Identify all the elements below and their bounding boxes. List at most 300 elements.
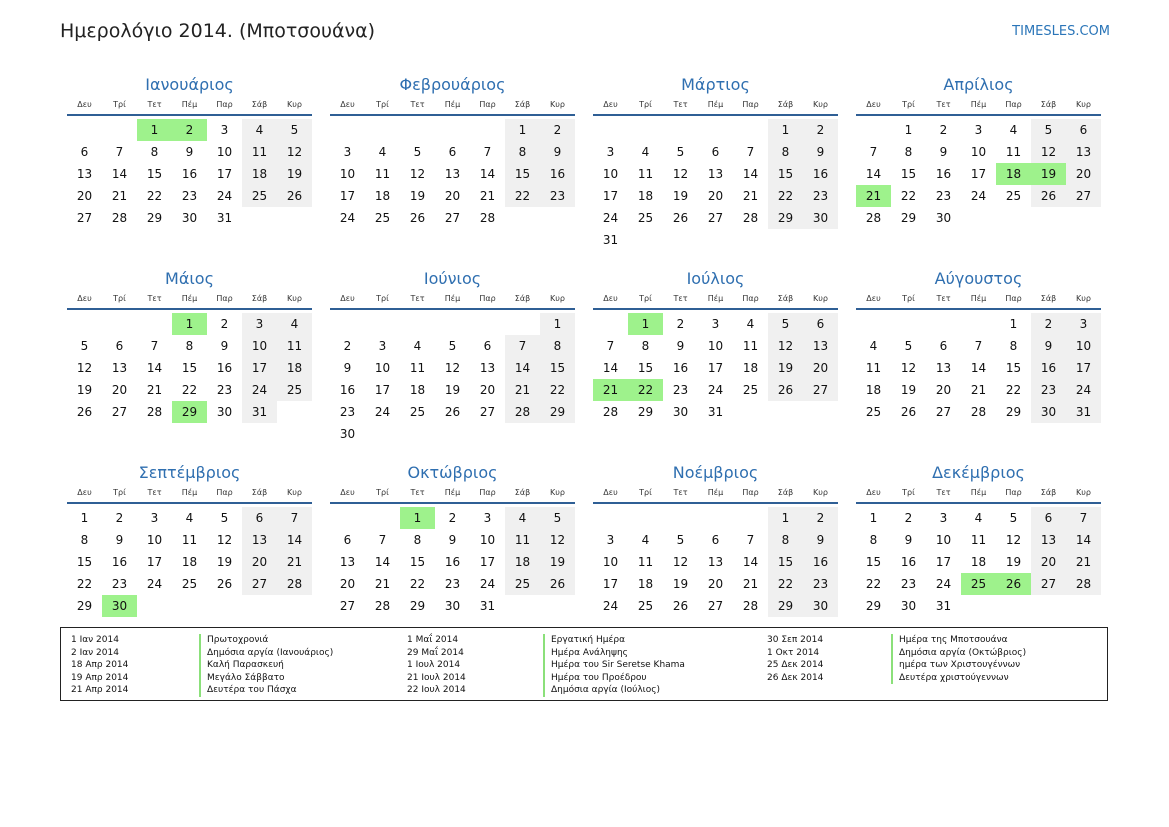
- week-row: [67, 401, 312, 423]
- weekday-header: [593, 98, 838, 116]
- day-cell: 8: [768, 141, 803, 163]
- day-cell: 4: [869, 339, 878, 353]
- day-cell: 22: [865, 577, 882, 591]
- day-cell: 25: [961, 573, 996, 595]
- weekday-header: [67, 486, 312, 504]
- day-cell: 31: [479, 599, 496, 613]
- month-7: [593, 267, 838, 423]
- empty-cell: [365, 119, 400, 141]
- holiday-dates-column: [767, 634, 823, 684]
- holiday-date: 21 Ιουλ 2014: [407, 672, 466, 683]
- weekday-label: Σάβ: [777, 488, 794, 497]
- day-cell: 26: [409, 211, 426, 225]
- holiday-name: Ημέρα του Προέδρου: [543, 672, 685, 685]
- holiday-date: 30 Σεπ 2014: [767, 635, 824, 645]
- day-cell: 2: [1031, 313, 1066, 335]
- holiday-list: [60, 627, 1108, 701]
- day-cell: 25: [742, 383, 759, 397]
- month-4: [856, 73, 1101, 229]
- day-cell: 25: [409, 405, 426, 419]
- empty-cell: [891, 313, 926, 335]
- weekday-label: Δευ: [340, 294, 355, 303]
- week-row: [593, 207, 838, 229]
- day-cell: 15: [409, 555, 426, 569]
- day-cell: 19: [540, 551, 575, 573]
- week-row: [67, 335, 312, 357]
- day-cell: 11: [1005, 145, 1022, 159]
- day-cell: 9: [343, 361, 352, 375]
- day-cell: 25: [181, 577, 198, 591]
- day-cell: 11: [181, 533, 198, 547]
- weekday-label: Κυρ: [813, 294, 828, 303]
- day-cell: 13: [242, 529, 277, 551]
- weekday-label: Κυρ: [287, 100, 302, 109]
- month-name: Ιανουάριος: [145, 75, 234, 94]
- day-cell: 5: [676, 145, 685, 159]
- day-cell: 2: [803, 119, 838, 141]
- day-cell: 5: [1031, 119, 1066, 141]
- day-cell: 16: [216, 361, 233, 375]
- day-cell: 31: [602, 233, 619, 247]
- weekday-label: Παρ: [479, 100, 496, 109]
- week-row: [593, 163, 838, 185]
- day-cell: 23: [900, 577, 917, 591]
- holiday-name: Μεγάλο Σάββατο: [199, 672, 333, 685]
- day-cell: 17: [242, 357, 277, 379]
- day-cell: 4: [641, 145, 650, 159]
- weekday-label: Τετ: [673, 488, 688, 497]
- empty-cell: [277, 595, 312, 617]
- day-grid: [593, 313, 838, 423]
- weekday-label: Δευ: [77, 294, 92, 303]
- day-cell: 6: [242, 507, 277, 529]
- empty-cell: [67, 119, 102, 141]
- day-cell: 22: [181, 383, 198, 397]
- week-row: [330, 313, 575, 335]
- empty-cell: [961, 207, 996, 229]
- day-cell: 29: [76, 599, 93, 613]
- day-cell: 23: [181, 189, 198, 203]
- day-cell: 2: [904, 511, 913, 525]
- day-cell: 20: [111, 383, 128, 397]
- day-cell: 16: [672, 361, 689, 375]
- day-cell: 21: [505, 379, 540, 401]
- day-grid: [67, 313, 312, 423]
- week-row: [67, 207, 312, 229]
- day-cell: 4: [974, 511, 983, 525]
- day-cell: 6: [711, 145, 720, 159]
- month-name: Απρίλιος: [943, 75, 1014, 94]
- day-cell: 29: [865, 599, 882, 613]
- empty-cell: [102, 119, 137, 141]
- week-row: [856, 401, 1101, 423]
- day-grid: [593, 119, 838, 251]
- day-cell: 20: [479, 383, 496, 397]
- day-cell: 12: [216, 533, 233, 547]
- week-row: [593, 119, 838, 141]
- weekday-label: Παρ: [742, 294, 759, 303]
- day-cell: 11: [637, 555, 654, 569]
- day-cell: 23: [1031, 379, 1066, 401]
- day-cell: 10: [216, 145, 233, 159]
- weekday-label: Πέμ: [707, 294, 724, 303]
- weekday-label: Σάβ: [251, 100, 268, 109]
- weekday-header: [67, 98, 312, 116]
- day-cell: 27: [76, 211, 93, 225]
- holiday-name: Δημόσια αργία (Οκτώβριος): [891, 647, 1026, 660]
- day-cell: 30: [803, 595, 838, 617]
- day-cell: 26: [768, 379, 803, 401]
- day-cell: 9: [803, 529, 838, 551]
- weekday-label: Σάβ: [514, 100, 531, 109]
- month-name: Μάρτιος: [681, 75, 750, 94]
- weekday-label: Παρ: [1005, 100, 1022, 109]
- day-cell: 30: [181, 211, 198, 225]
- day-cell: 29: [172, 401, 207, 423]
- weekday-label: Κυρ: [1076, 488, 1091, 497]
- day-cell: 28: [505, 401, 540, 423]
- holiday-date: 22 Ιουλ 2014: [407, 685, 466, 695]
- day-cell: 19: [672, 577, 689, 591]
- day-cell: 31: [242, 401, 277, 423]
- empty-cell: [698, 507, 733, 529]
- empty-cell: [961, 313, 996, 335]
- empty-cell: [628, 507, 663, 529]
- day-cell: 14: [970, 361, 987, 375]
- empty-cell: [365, 423, 400, 445]
- day-cell: 8: [413, 533, 422, 547]
- day-cell: 5: [768, 313, 803, 335]
- weekday-label: Πέμ: [444, 100, 461, 109]
- day-cell: 30: [102, 595, 137, 617]
- day-cell: 5: [413, 145, 422, 159]
- day-cell: 10: [970, 145, 987, 159]
- day-cell: 24: [216, 189, 233, 203]
- day-cell: 18: [865, 383, 882, 397]
- day-cell: 8: [904, 145, 913, 159]
- day-cell: 21: [374, 577, 391, 591]
- weekday-label: Κυρ: [813, 488, 828, 497]
- day-cell: 15: [76, 555, 93, 569]
- week-row: [593, 595, 838, 617]
- empty-cell: [400, 423, 435, 445]
- day-cell: 2: [939, 123, 948, 137]
- day-cell: 7: [746, 145, 755, 159]
- week-row: [330, 207, 575, 229]
- day-cell: 12: [409, 167, 426, 181]
- day-cell: 11: [242, 141, 277, 163]
- weekday-label: Τρί: [639, 294, 652, 303]
- week-row: [67, 551, 312, 573]
- day-cell: 27: [444, 211, 461, 225]
- day-cell: 21: [593, 379, 628, 401]
- day-cell: 2: [448, 511, 457, 525]
- day-cell: 7: [746, 533, 755, 547]
- day-cell: 7: [483, 145, 492, 159]
- weekday-label: Τρί: [113, 488, 126, 497]
- day-cell: 22: [900, 189, 917, 203]
- day-cell: 14: [742, 555, 759, 569]
- day-cell: 6: [448, 145, 457, 159]
- day-cell: 21: [742, 577, 759, 591]
- day-cell: 5: [80, 339, 89, 353]
- day-cell: 30: [339, 427, 356, 441]
- day-cell: 6: [80, 145, 89, 159]
- day-grid: [330, 313, 575, 445]
- day-cell: 24: [1066, 379, 1101, 401]
- week-row: [593, 507, 838, 529]
- day-cell: 24: [146, 577, 163, 591]
- empty-cell: [1031, 595, 1066, 617]
- day-cell: 30: [1031, 401, 1066, 423]
- day-cell: 31: [1066, 401, 1101, 423]
- day-cell: 4: [1009, 123, 1018, 137]
- brand-link[interactable]: TIMESLES.COM: [1012, 24, 1110, 39]
- page-title: Ημερολόγιο 2014. (Μποτσουάνα): [60, 20, 376, 42]
- day-cell: 25: [637, 599, 654, 613]
- week-row: [67, 529, 312, 551]
- day-cell: 25: [374, 211, 391, 225]
- day-cell: 27: [935, 405, 952, 419]
- weekday-label: Σάβ: [1040, 294, 1057, 303]
- weekday-label: Τετ: [673, 294, 688, 303]
- day-cell: 26: [216, 577, 233, 591]
- holiday-dates-column: [71, 634, 128, 697]
- day-cell: 26: [900, 405, 917, 419]
- week-row: [330, 401, 575, 423]
- day-cell: 9: [1031, 335, 1066, 357]
- day-cell: 3: [150, 511, 159, 525]
- day-cell: 10: [602, 555, 619, 569]
- holiday-date: 29 Μαΐ 2014: [407, 647, 464, 658]
- day-cell: 13: [76, 167, 93, 181]
- day-cell: 15: [768, 551, 803, 573]
- week-row: [67, 595, 312, 617]
- weekday-label: Τρί: [113, 294, 126, 303]
- day-cell: 19: [900, 383, 917, 397]
- day-cell: 16: [935, 167, 952, 181]
- empty-cell: [733, 229, 768, 251]
- weekday-label: Σάβ: [251, 488, 268, 497]
- day-cell: 28: [742, 211, 759, 225]
- weekday-label: Τετ: [147, 294, 162, 303]
- day-cell: 22: [540, 379, 575, 401]
- weekday-header: [330, 98, 575, 116]
- week-row: [67, 185, 312, 207]
- weekday-label: Κυρ: [813, 100, 828, 109]
- month-name: Δεκέμβριος: [932, 463, 1025, 482]
- day-cell: 11: [374, 167, 391, 181]
- day-cell: 3: [220, 123, 229, 137]
- day-cell: 21: [856, 185, 891, 207]
- day-cell: 10: [602, 167, 619, 181]
- empty-cell: [505, 423, 540, 445]
- day-cell: 22: [146, 189, 163, 203]
- day-cell: 14: [111, 167, 128, 181]
- day-cell: 26: [277, 185, 312, 207]
- day-cell: 17: [970, 167, 987, 181]
- day-grid: [856, 119, 1101, 229]
- weekday-label: Πέμ: [444, 294, 461, 303]
- week-row: [593, 313, 838, 335]
- day-cell: 17: [216, 167, 233, 181]
- day-cell: 19: [444, 383, 461, 397]
- day-cell: 25: [505, 573, 540, 595]
- day-cell: 1: [768, 507, 803, 529]
- weekday-label: Τρί: [639, 100, 652, 109]
- weekday-header: [856, 98, 1101, 116]
- week-row: [67, 507, 312, 529]
- day-cell: 4: [505, 507, 540, 529]
- day-cell: 30: [803, 207, 838, 229]
- day-cell: 23: [935, 189, 952, 203]
- empty-cell: [593, 119, 628, 141]
- holiday-date: 1 Οκτ 2014: [767, 647, 820, 658]
- day-cell: 2: [676, 317, 685, 331]
- day-cell: 8: [641, 339, 650, 353]
- day-cell: 14: [505, 357, 540, 379]
- day-cell: 27: [1031, 573, 1066, 595]
- empty-cell: [540, 423, 575, 445]
- day-cell: 6: [343, 533, 352, 547]
- week-row: [856, 573, 1101, 595]
- week-row: [330, 595, 575, 617]
- day-cell: 5: [448, 339, 457, 353]
- day-cell: 20: [444, 189, 461, 203]
- weekday-header: [593, 292, 838, 310]
- day-cell: 20: [76, 189, 93, 203]
- day-cell: 3: [711, 317, 720, 331]
- holiday-name: Εργατική Ημέρα: [543, 634, 685, 647]
- day-cell: 3: [1066, 313, 1101, 335]
- day-cell: 12: [1005, 533, 1022, 547]
- day-cell: 13: [707, 167, 724, 181]
- weekday-label: Παρ: [1005, 294, 1022, 303]
- empty-cell: [330, 507, 365, 529]
- day-cell: 19: [409, 189, 426, 203]
- day-cell: 29: [146, 211, 163, 225]
- weekday-label: Παρ: [216, 294, 233, 303]
- day-cell: 17: [602, 577, 619, 591]
- empty-cell: [663, 229, 698, 251]
- weekday-header: [67, 292, 312, 310]
- empty-cell: [505, 313, 540, 335]
- day-cell: 18: [970, 555, 987, 569]
- weekday-label: Πέμ: [181, 100, 198, 109]
- holiday-name: Ημέρα του Sir Seretse Khama: [543, 659, 685, 672]
- weekday-label: Δευ: [866, 100, 881, 109]
- weekday-label: Παρ: [479, 488, 496, 497]
- day-cell: 23: [540, 185, 575, 207]
- day-cell: 23: [672, 383, 689, 397]
- day-cell: 5: [904, 339, 913, 353]
- day-cell: 6: [803, 313, 838, 335]
- day-cell: 23: [444, 577, 461, 591]
- day-cell: 14: [1066, 529, 1101, 551]
- day-cell: 28: [479, 211, 496, 225]
- empty-cell: [435, 423, 470, 445]
- weekday-label: Πέμ: [970, 100, 987, 109]
- day-cell: 9: [448, 533, 457, 547]
- day-cell: 21: [970, 383, 987, 397]
- weekday-label: Δευ: [77, 488, 92, 497]
- day-cell: 19: [768, 357, 803, 379]
- day-cell: 12: [444, 361, 461, 375]
- day-cell: 1: [904, 123, 913, 137]
- day-cell: 1: [768, 119, 803, 141]
- day-cell: 13: [1066, 141, 1101, 163]
- weekday-label: Τετ: [147, 100, 162, 109]
- week-row: [67, 119, 312, 141]
- day-cell: 18: [996, 163, 1031, 185]
- empty-cell: [505, 595, 540, 617]
- day-cell: 27: [803, 379, 838, 401]
- day-cell: 1: [540, 313, 575, 335]
- empty-cell: [102, 313, 137, 335]
- day-cell: 17: [339, 189, 356, 203]
- day-cell: 7: [1066, 507, 1101, 529]
- day-cell: 13: [803, 335, 838, 357]
- day-cell: 15: [181, 361, 198, 375]
- day-cell: 23: [803, 573, 838, 595]
- day-cell: 28: [742, 599, 759, 613]
- day-cell: 6: [1066, 119, 1101, 141]
- weekday-label: Τρί: [376, 294, 389, 303]
- day-cell: 15: [768, 163, 803, 185]
- day-cell: 28: [111, 211, 128, 225]
- week-row: [856, 163, 1101, 185]
- empty-cell: [330, 313, 365, 335]
- empty-cell: [137, 313, 172, 335]
- day-cell: 12: [277, 141, 312, 163]
- day-cell: 18: [277, 357, 312, 379]
- day-cell: 10: [146, 533, 163, 547]
- weekday-label: Δευ: [866, 488, 881, 497]
- day-cell: 15: [900, 167, 917, 181]
- weekday-label: Τρί: [376, 488, 389, 497]
- day-cell: 17: [1066, 357, 1101, 379]
- week-row: [856, 141, 1101, 163]
- day-cell: 4: [277, 313, 312, 335]
- holiday-name: Ημέρα της Μποτσουάνα: [891, 634, 1026, 647]
- day-cell: 5: [540, 507, 575, 529]
- day-cell: 11: [277, 335, 312, 357]
- weekday-label: Σάβ: [514, 294, 531, 303]
- day-cell: 29: [637, 405, 654, 419]
- week-row: [330, 185, 575, 207]
- week-row: [593, 357, 838, 379]
- weekday-label: Κυρ: [550, 100, 565, 109]
- day-cell: 26: [540, 573, 575, 595]
- week-row: [856, 119, 1101, 141]
- day-cell: 31: [935, 599, 952, 613]
- holiday-name: ημέρα των Χριστουγέννων: [891, 659, 1026, 672]
- week-row: [593, 185, 838, 207]
- day-cell: 22: [76, 577, 93, 591]
- day-cell: 24: [707, 383, 724, 397]
- day-cell: 28: [1066, 573, 1101, 595]
- weekday-header: [330, 486, 575, 504]
- day-cell: 16: [339, 383, 356, 397]
- weekday-label: Σάβ: [251, 294, 268, 303]
- weekday-label: Σάβ: [777, 100, 794, 109]
- empty-cell: [803, 401, 838, 423]
- empty-cell: [996, 207, 1031, 229]
- weekday-header: [856, 292, 1101, 310]
- holiday-name: Ημέρα Ανάληψης: [543, 647, 685, 660]
- day-cell: 7: [606, 339, 615, 353]
- day-cell: 13: [1031, 529, 1066, 551]
